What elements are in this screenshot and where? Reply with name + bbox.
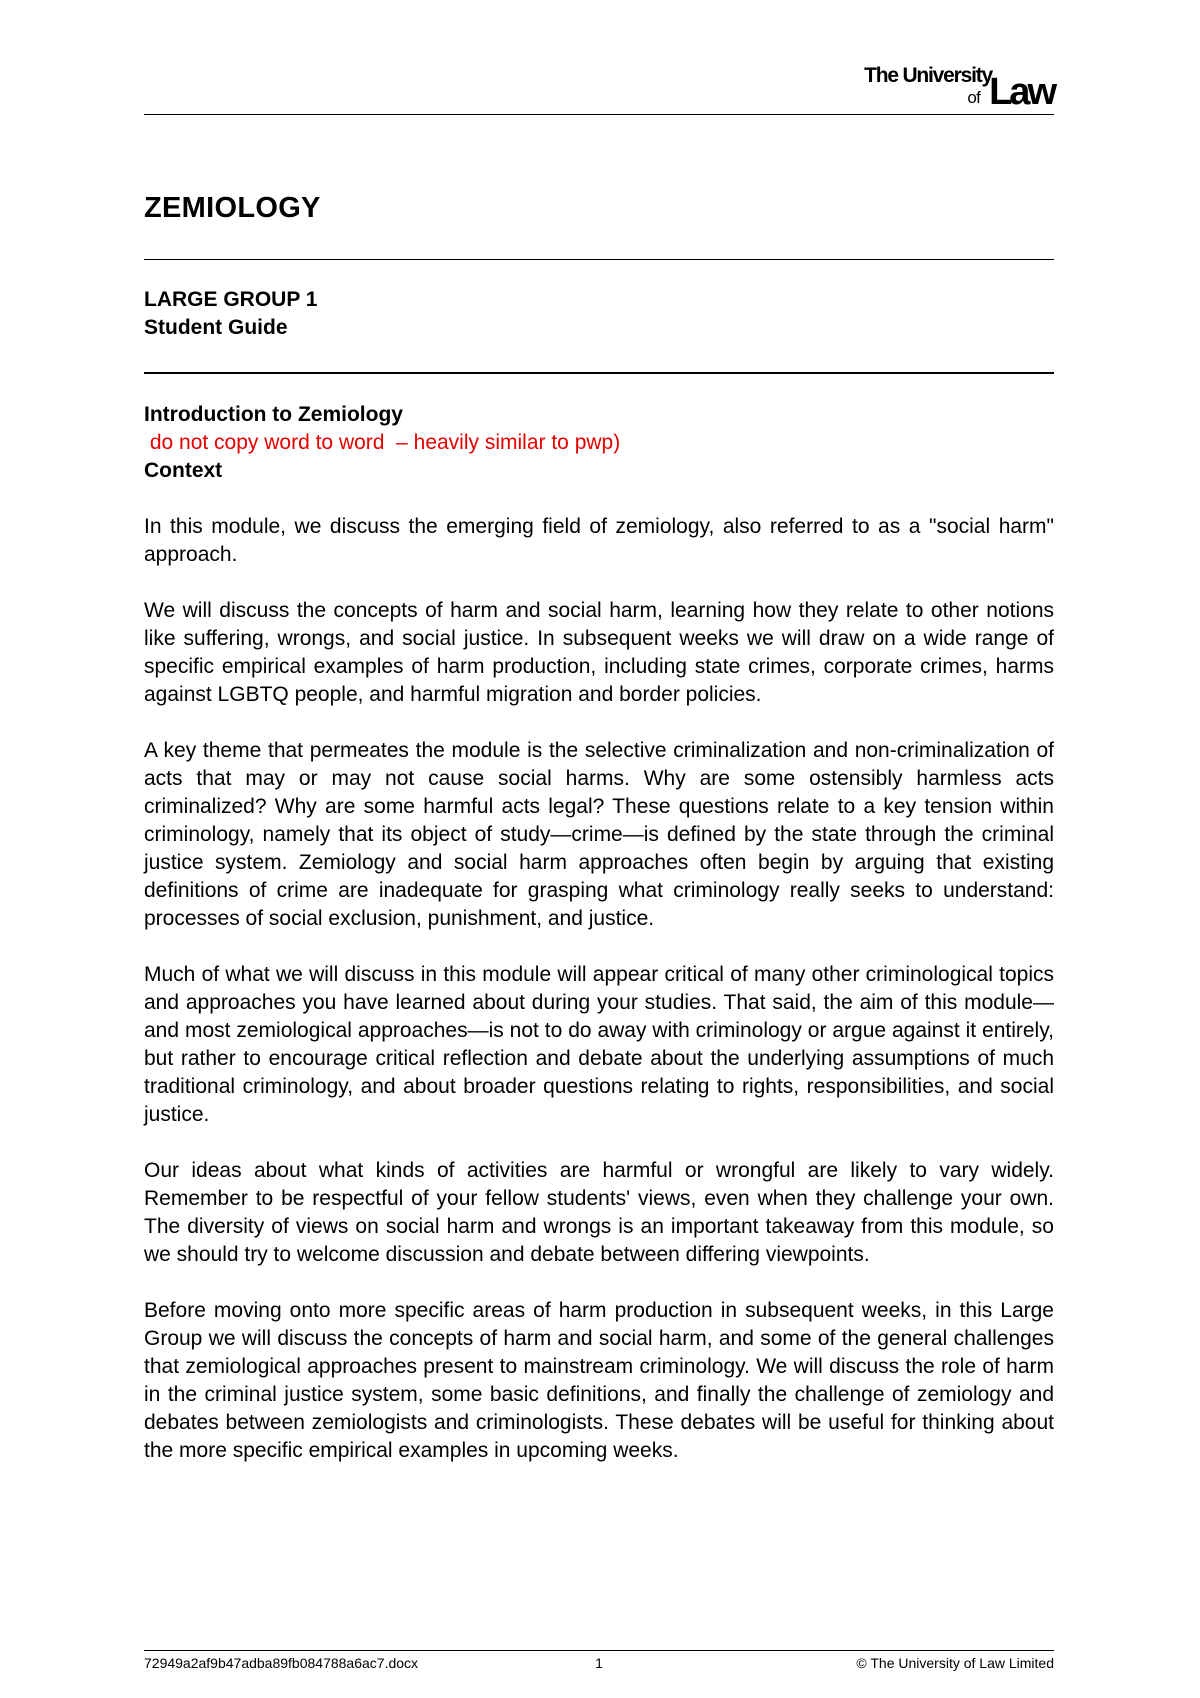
body-paragraph: We will discuss the concepts of harm and social harm, learning how they relate to other notions like suffering, wrongs, and social justice. In subsequent weeks we will draw on a wide range of specific empirical examples of harm production, including state crimes, corporate crimes, harms against LGBTQ people, and harmful migration and border policies. — [144, 599, 1054, 706]
body-paragraph: A key theme that permeates the module is the selective criminalization and non-criminalization of acts that may or may not cause social harms. Why are some ostensibly harmless acts criminalized? Why are some harmful acts legal? These questions relate to a key tension within criminology, namely that its object of study—crime—is defined by the state through the criminal justice system. Zemiology and social harm approaches often begin by arguing that existing definitions of crime are inadequate for grasping what criminology really seeks to understand: processes of social exclusion, punishment, and justice. — [144, 739, 1054, 930]
annotation-note: do not copy word to word – heavily similar to pwp) — [144, 431, 621, 454]
subtitle-line-1: LARGE GROUP 1 — [144, 288, 318, 311]
document-body — [144, 401, 1054, 1493]
university-logo — [838, 62, 1054, 114]
body-paragraph: Before moving onto more specific areas of harm production in subsequent weeks, in this Large Group we will discuss the concepts of harm and social harm, and some of the general challenges that zemiological approaches present to mainstream criminology. We will discuss the role of harm in the criminal justice system, some basic definitions, and finally the challenge of zemiology and debates between zemiologists and criminologists. These debates will be useful for thinking about the more specific empirical examples in upcoming weeks. — [144, 1299, 1054, 1462]
subtitle-line-2: Student Guide — [144, 316, 288, 339]
footer-page-number: 1 — [595, 1655, 603, 1671]
footer-divider — [144, 1650, 1054, 1651]
body-paragraph: Our ideas about what kinds of activities are harmful or wrongful are likely to vary widely. Remember to be respectful of your fellow students' views, even when they challenge your own. The diversity of views on social harm and wrongs is an important takeaway from this module, so we should try to welcome discussion and debate between differing viewpoints. — [144, 1159, 1054, 1266]
footer-copyright: © The University of Law Limited — [856, 1655, 1054, 1671]
subtitle-divider — [144, 372, 1054, 374]
logo-line-3: Law — [989, 71, 1054, 113]
body-paragraph: In this module, we discuss the emerging field of zemiology, also referred to as a "social harm" approach. — [144, 515, 1054, 566]
logo-line-2: of — [967, 88, 980, 107]
header-divider — [144, 114, 1054, 115]
subtitle-block — [144, 286, 317, 342]
page-title: ZEMIOLOGY — [144, 192, 321, 224]
context-heading: Context — [144, 459, 223, 482]
title-divider — [144, 259, 1054, 260]
body-paragraph: Much of what we will discuss in this module will appear critical of many other criminological topics and approaches you have learned about during your studies. That said, the aim of this module—and most zemiological approaches—is not to do away with criminology or argue against it entirely, but rather to encourage critical reflection and debate about the underlying assumptions of much traditional criminology, and about broader questions relating to rights, responsibilities, and social justice. — [144, 963, 1054, 1126]
footer-filename: 72949a2af9b47adba89fb084788a6ac7.docx — [144, 1655, 419, 1671]
logo-line-1: The University — [864, 64, 992, 87]
section-heading: Introduction to Zemiology — [144, 403, 403, 426]
